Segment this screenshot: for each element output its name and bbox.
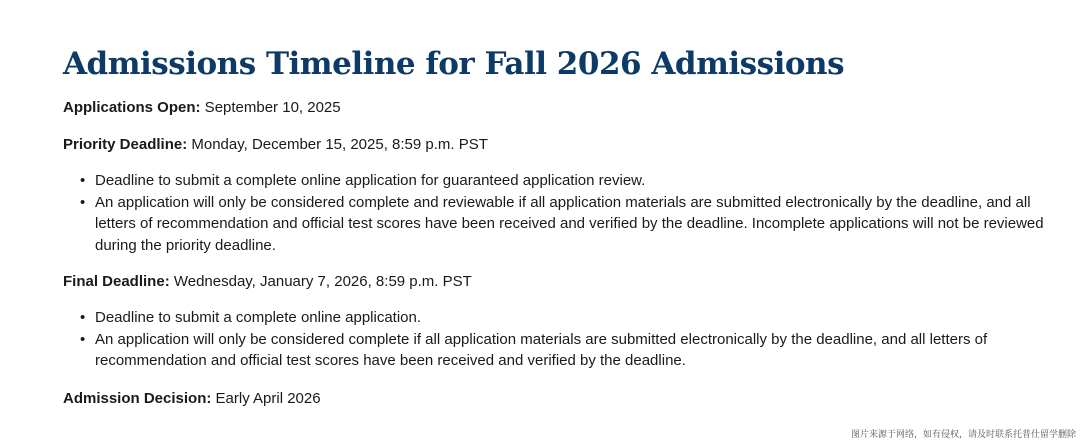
applications-open-value: September 10, 2025: [200, 99, 341, 116]
admission-decision-line: [63, 388, 1063, 410]
priority-deadline-value: Monday, December 15, 2025, 8:59 p.m. PST: [187, 136, 488, 153]
list-item: [80, 329, 1063, 372]
list-item: [80, 307, 1063, 329]
applications-open-label: Applications Open:: [63, 99, 201, 116]
list-item: [80, 192, 1063, 257]
list-item: [80, 170, 1063, 192]
admissions-timeline-section: [63, 38, 1063, 410]
bullet-icon: •: [80, 330, 86, 348]
bullet-icon: •: [80, 193, 86, 211]
page-title: Admissions Timeline for Fall 2026 Admissions: [63, 46, 845, 82]
bullet-icon: •: [80, 309, 86, 326]
list-item-text: An application will only be considered complete and reviewable if all application materials are submitted electronically by the deadline, and all letters of recommendation and official test scores have been received and verified by the deadline. Incomplete applications will not be reviewed during the priority deadline.: [95, 193, 1044, 254]
list-item-text: Deadline to submit a complete online application.: [95, 309, 422, 326]
final-deadline-value: Wednesday, January 7, 2026, 8:59 p.m. PST: [169, 273, 472, 290]
applications-open-line: [63, 97, 1063, 119]
list-item-text: Deadline to submit a complete online application for guaranteed application review.: [95, 172, 646, 189]
watermark-caption: 图片来源于网络，如有侵权，请及时联系托普仕留学删除: [850, 430, 1076, 440]
priority-deadline-list: [63, 170, 1063, 256]
admission-decision-value: Early April 2026: [211, 389, 321, 407]
list-item-text: An application will only be considered complete if all application materials are submitted electronically by the deadline, and all letters of recommendation and official test scores have been received and verified by the deadline.: [95, 330, 988, 369]
bullet-icon: •: [80, 172, 86, 189]
final-deadline-line: [63, 271, 1063, 293]
final-deadline-list: [63, 307, 1063, 372]
final-deadline-label: Final Deadline:: [63, 273, 170, 290]
priority-deadline-label: Priority Deadline:: [63, 136, 188, 153]
admission-decision-label: Admission Decision:: [63, 389, 212, 407]
priority-deadline-line: [63, 134, 1063, 156]
